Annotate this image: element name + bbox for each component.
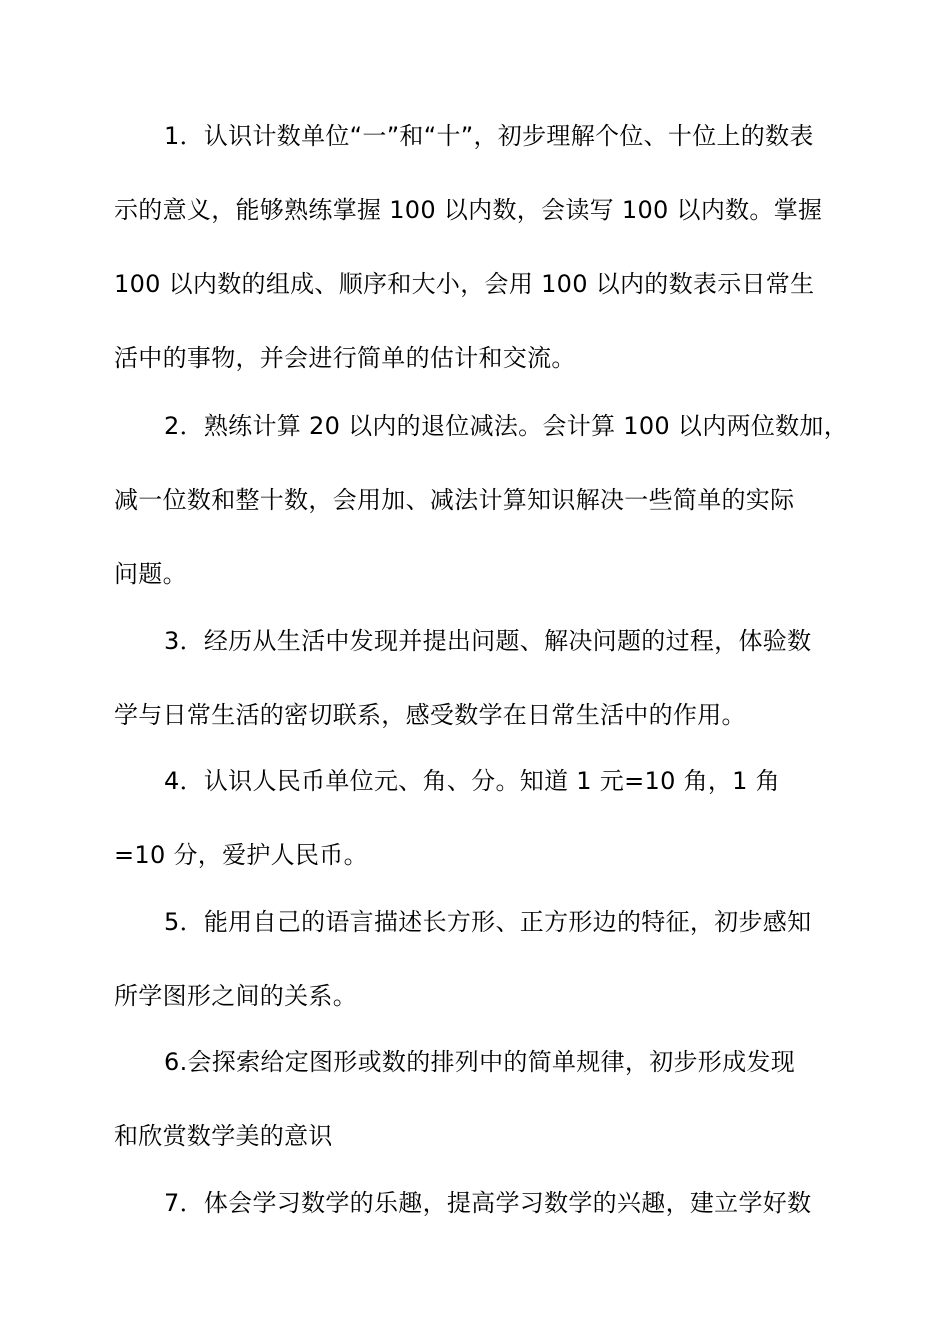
text-line-7: 问题。 (114, 560, 187, 588)
text-line-4: 活中的事物，并会进行简单的估计和交流。 (114, 344, 576, 372)
text-line-16: 7．体会学习数学的乐趣，提高学习数学的兴趣，建立学好数 (164, 1189, 812, 1217)
text-line-9: 学与日常生活的密切联系，感受数学在日常生活中的作用。 (114, 701, 746, 729)
text-line-6: 减一位数和整十数，会用加、减法计算知识解决一些简单的实际 (114, 486, 795, 514)
text-line-1: 1．认识计数单位“一”和“十”，初步理解个位、十位上的数表 (164, 122, 814, 150)
text-line-5: 2．熟练计算 20 以内的退位减法。会计算 100 以内两位数加， (164, 412, 849, 440)
text-line-2: 示的意义，能够熟练掌握 100 以内数，会读写 100 以内数。掌握 (114, 196, 823, 224)
text-line-13: 所学图形之间的关系。 (114, 982, 357, 1010)
text-line-8: 3．经历从生活中发现并提出问题、解决问题的过程，体验数 (164, 627, 812, 655)
text-line-11: =10 分，爱护人民币。 (114, 841, 368, 869)
text-line-15: 和欣赏数学美的意识 (114, 1122, 333, 1150)
text-line-3: 100 以内数的组成、顺序和大小，会用 100 以内的数表示日常生 (114, 270, 815, 298)
text-line-10: 4．认识人民币单位元、角、分。知道 1 元=10 角，1 角 (164, 767, 780, 795)
text-line-12: 5．能用自己的语言描述长方形、正方形边的特征，初步感知 (164, 908, 812, 936)
text-line-14: 6.会探索给定图形或数的排列中的简单规律，初步形成发现 (164, 1048, 795, 1076)
